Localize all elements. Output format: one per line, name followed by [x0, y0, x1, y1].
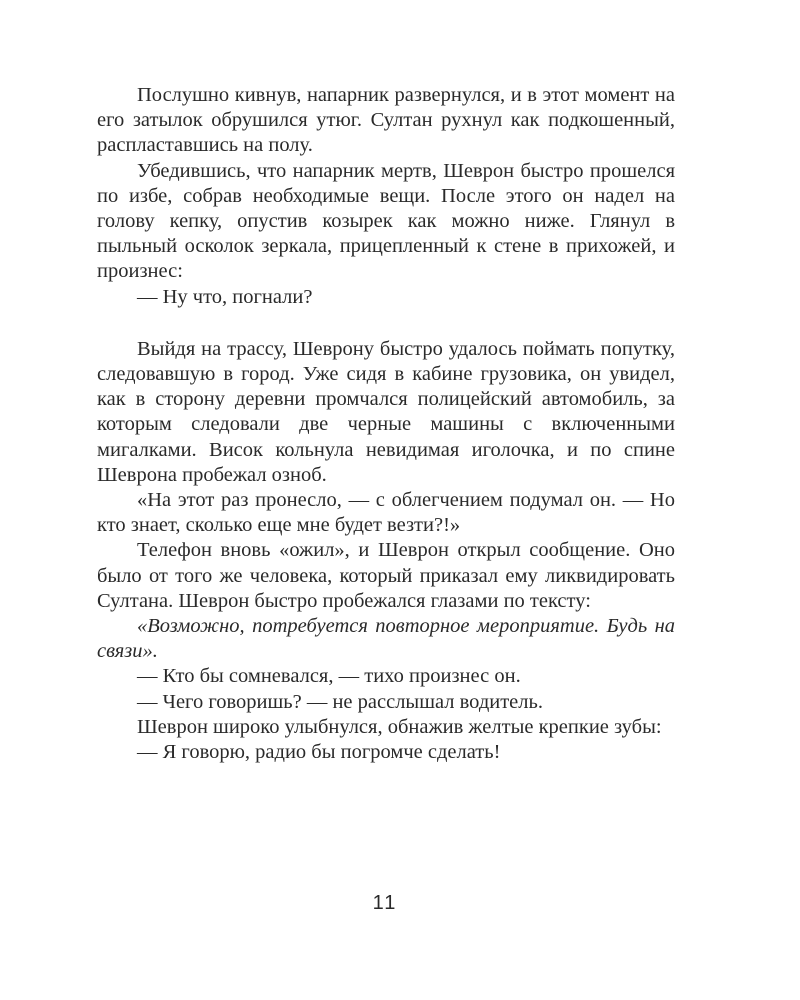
dialog-line: — Кто бы сомневался, — тихо произнес он. [137, 665, 521, 688]
dialog-line: — Ну что, погнали? [137, 285, 313, 308]
book-page-text [97, 83, 675, 765]
page-number: 11 [372, 892, 398, 914]
paragraph: Телефон вновь «ожил», и Шеврон открыл сообщение. Оно было от того же человека, который приказал ему ликвидировать Султана. Шеврон быстро пробежался глазами по тексту: [97, 539, 675, 612]
message-quote: «Возможно, потребуется повторное мероприятие. Будь на связи». [97, 615, 675, 663]
paragraph: Шеврон широко улыбнулся, обнажив желтые крепкие зубы: [137, 715, 662, 738]
section-break [97, 310, 675, 337]
dialog-line: — Я говорю, радио бы погромче сделать! [137, 741, 501, 764]
paragraph: Послушно кивнув, напарник развернулся, и в этот момент на его затылок обрушился утюг. Султан рухнул как подкошенный, распластавшись на полу. [97, 84, 675, 157]
paragraph: «На этот раз пронесло, — с облегчением подумал он. — Но кто знает, сколько еще мне будет везти?!» [97, 489, 675, 537]
paragraph: Выйдя на трассу, Шеврону быстро удалось поймать попутку, следовавшую в город. Уже сидя в кабине грузовика, он увидел, как в сторону деревни промчался полицейский автомобиль, за которым следовали две черные машины с включенными мигалками. Висок кольнула невидимая иголочка, и по спине Шеврона пробежал озноб. [97, 337, 675, 486]
paragraph: Убедившись, что напарник мертв, Шеврон быстро прошелся по избе, собрав необходимые вещи. После этого он надел на голову кепку, опустив козырек как можно ниже. Глянул в пыльный осколок зеркала, прицепленный к стене в прихожей, и произнес: [97, 159, 675, 283]
dialog-line: — Чего говоришь? — не расслышал водитель. [137, 690, 543, 713]
